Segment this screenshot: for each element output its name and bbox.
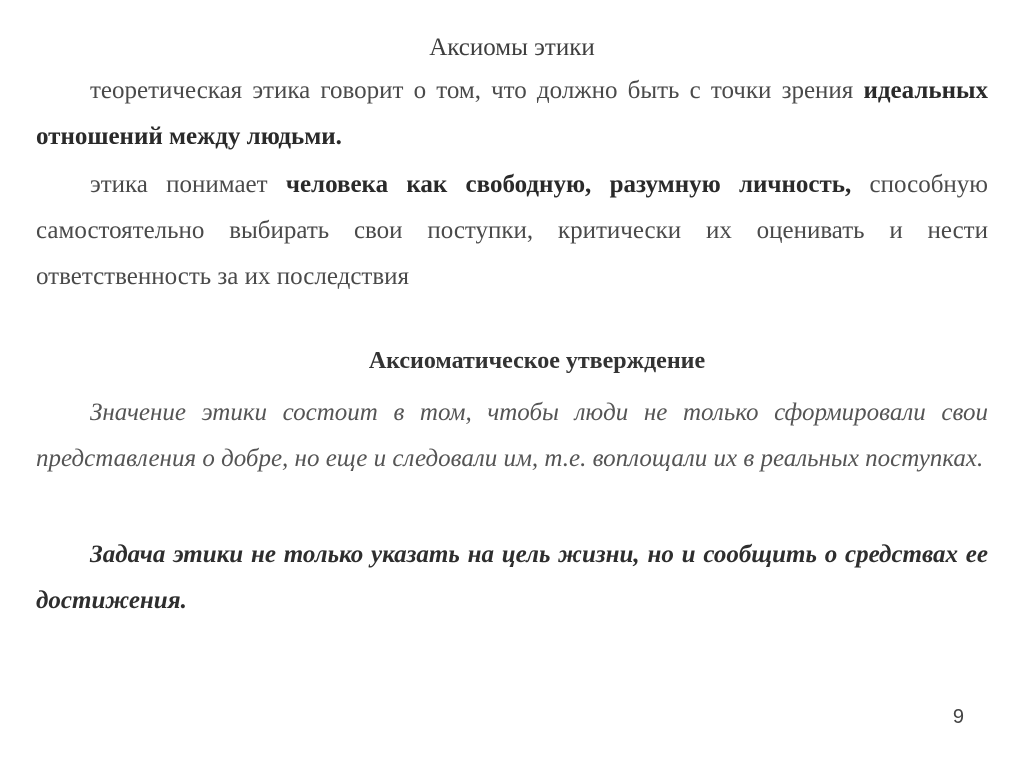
slide-title: Аксиомы этики [429,34,595,61]
paragraph-theoretical-ethics [36,68,988,160]
axiomatic-statement-heading: Аксиоматическое утверждение [368,348,706,374]
paragraph-bold-text: человека как свободную, разумную личность, [285,171,852,198]
paragraph-text-before: этика понимает [90,171,286,198]
paragraph-text-after: способную самостоятельно выбирать свои поступки, критически их оценивать и нести ответственность за их последствия [36,171,988,290]
paragraph-bold-text: идеальных отношений между людьми. [36,77,988,150]
paragraph-ethics-understands [36,162,988,300]
page-number: 9 [952,706,964,728]
paragraph-task-of-ethics: Задача этики не только указать на цель жизни, но и сообщить о средствах ее достижения. [36,541,988,614]
paragraph-meaning-of-ethics: Значение этики состоит в том, чтобы люди не только сформировали свои представления о добре, но еще и следовали им, т.е. воплощали их в реальных поступках. [36,399,988,472]
paragraph-text: теоретическая этика говорит о том, что должно быть с точки зрения [90,77,864,104]
